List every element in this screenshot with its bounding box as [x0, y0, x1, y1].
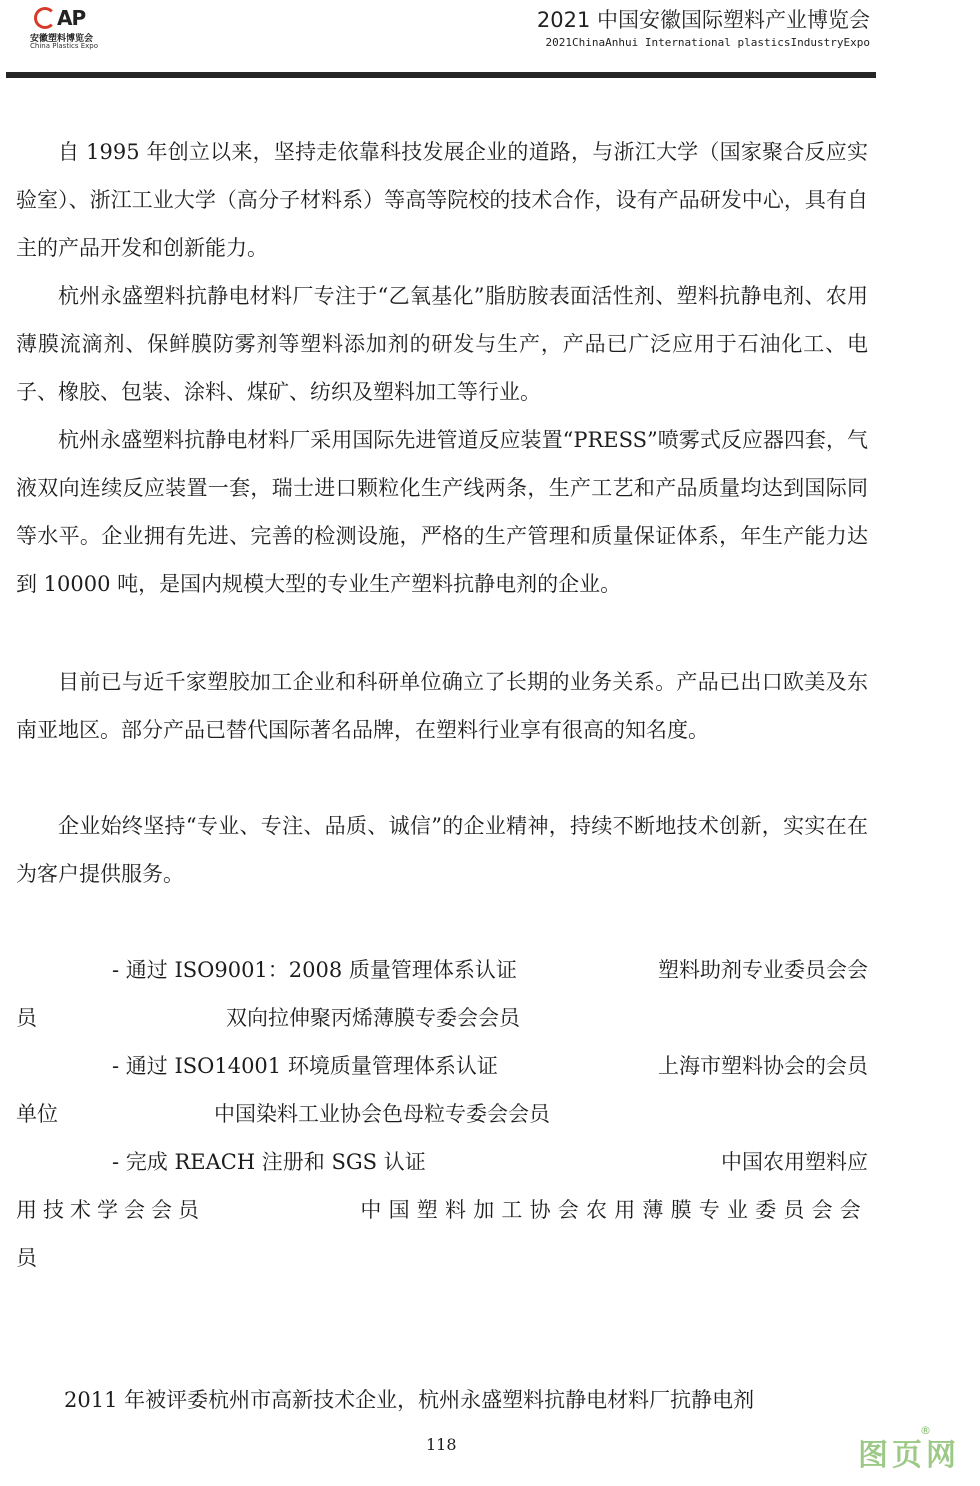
header-rule	[6, 72, 876, 78]
paragraph-3-text: 杭州永盛塑料抗静电材料厂采用国际先进管道反应装置“PRESS”喷雾式反应器四套，气液双向连续反应装置一套，瑞士进口颗粒化生产线两条，生产工艺和产品质量均达到国际同等水平。企业拥有先进、完善的检测设施，严格的生产管理和质量保证体系，年生产能力达到 10000 吨，是国内规模大型的专业生产塑料抗静电剂的企业。	[16, 428, 868, 596]
logo-mark	[34, 6, 85, 30]
certification-list	[16, 946, 868, 1282]
cert-membership-agri-plastics: 中国农用塑料应	[721, 1150, 868, 1174]
cert-item-iso9001	[16, 946, 868, 1042]
paragraph-4-text: 目前已与近千家塑胶加工企业和科研单位确立了长期的业务关系。产品已出口欧美及东南亚地区。部分产品已替代国际著名品牌，在塑料行业享有很高的知名度。	[16, 670, 868, 742]
cert-membership-agri-plastics-wrap: 用技术学会会员	[16, 1198, 205, 1222]
logo-english-name: China Plastics Expo	[30, 42, 99, 50]
cert-item-iso14001	[16, 1042, 868, 1138]
cert-membership-additives: 塑料助剂专业委员会会	[658, 958, 868, 982]
cert-membership-shanghai: 上海市塑料协会的会员	[658, 1054, 868, 1078]
logo-chinese-name: 安徽塑料博览会	[30, 34, 94, 44]
logo-ring-icon	[34, 7, 56, 29]
cert-membership-agri-film: 中国塑料加工协会农用薄膜专业委员会会	[360, 1198, 868, 1222]
paragraph-2-text: 杭州永盛塑料抗静电材料厂专注于“乙氧基化”脂肪胺表面活性剂、塑料抗静电剂、农用薄膜流滴剂、保鲜膜防雾剂等塑料添加剂的研发与生产，产品已广泛应用于石油化工、电子、橡胶、包装、涂料、煤矿、纺织及塑料加工等行业。	[16, 284, 868, 404]
cert-membership-agri-film-wrap: 员	[16, 1246, 37, 1270]
cert-iso9001: - 通过 ISO9001：2008 质量管理体系认证	[112, 958, 517, 982]
paragraph-2	[16, 272, 868, 416]
paragraph-3	[16, 416, 868, 608]
header-title: 2021 中国安徽国际塑料产业博览会	[536, 8, 870, 32]
paragraph-5-text: 企业始终坚持“专业、专注、品质、诚信”的企业精神，持续不断地技术创新，实实在在为客户提供服务。	[16, 814, 868, 886]
cert-iso14001: - 通过 ISO14001 环境质量管理体系认证	[112, 1054, 498, 1078]
paragraph-1-text: 自 1995 年创立以来，坚持走依靠科技发展企业的道路，与浙江大学（国家聚合反应实验室）、浙江工业大学（高分子材料系）等高等院校的技术合作，设有产品研发中心，具有自主的产品开发和创新能力。	[16, 140, 868, 260]
cert-membership-shanghai-wrap: 单位	[16, 1102, 58, 1126]
paragraph-5	[16, 802, 868, 898]
paragraph-1	[16, 128, 868, 272]
expo-logo	[26, 6, 116, 52]
cert-reach-sgs: - 完成 REACH 注册和 SGS 认证	[112, 1150, 426, 1174]
continued-text: 2011 年被评委杭州市高新技术企业，杭州永盛塑料抗静电材料厂抗静电剂	[64, 1388, 755, 1412]
registered-mark: ®	[920, 1424, 931, 1437]
header-subtitle: 2021ChinaAnhui International plasticsIndustryExpo	[545, 36, 870, 49]
cert-item-reach	[16, 1138, 868, 1282]
paragraph-4	[16, 658, 868, 754]
cert-membership-masterbatch: 中国染料工业协会色母粒专委会会员	[214, 1102, 550, 1126]
cert-membership-additives-wrap: 员	[16, 1006, 37, 1030]
cert-membership-bopp: 双向拉伸聚丙烯薄膜专委会会员	[226, 1006, 520, 1030]
logo-mark-text: AP	[57, 6, 86, 30]
page-number: 118	[426, 1435, 457, 1454]
watermark-logo: 图页网	[858, 1438, 960, 1473]
